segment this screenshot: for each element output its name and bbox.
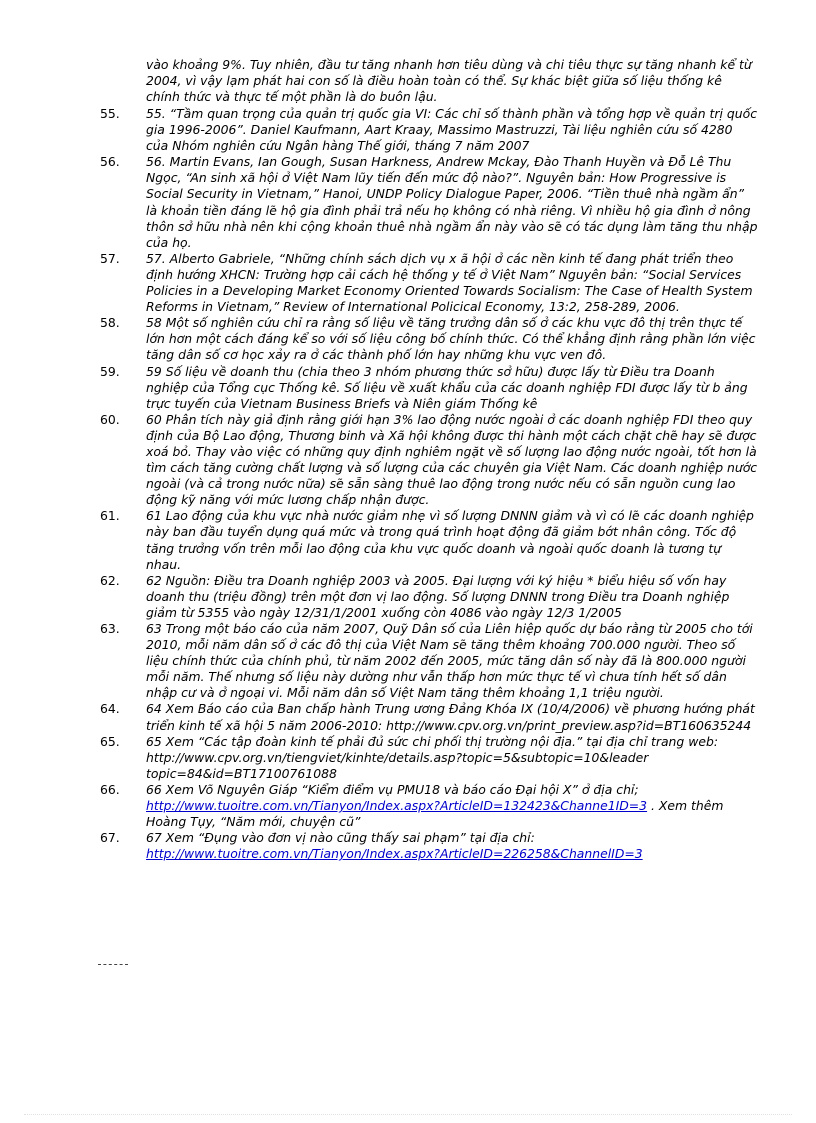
endnote-text: 57. Alberto Gabriele, “Những chính sách dịch vụ x ã hội ở các nền kinh tế đang phát triển theo định hướng XHCN: Trường hợp cải cách hệ thống y tế ở Việt Nam” Nguyên bản: “Social Services Policies in a Developing Market Economy Oriented Towards Socialism: The Case of Health System Reforms in Vietnam,” Review of International Policical Economy, 13:2, 258-289, 2006. bbox=[146, 250, 753, 315]
endnote-63 bbox=[100, 621, 758, 701]
endnote-66 bbox=[100, 782, 758, 830]
endnote-55 bbox=[100, 106, 758, 154]
endnotes-list bbox=[100, 106, 758, 862]
endnote-56 bbox=[100, 154, 758, 251]
endnote-text: 65 Xem “Các tập đoàn kinh tế phải đủ sức chi phối thị trường nội địa.” tại địa chỉ trang web: http://www.cpv.org.vn/tiengviet/kinhte/details.asp?topic=5&subtopic=10&leader topic=84&id=BT17100761088 bbox=[146, 733, 719, 781]
endnote-body bbox=[146, 830, 758, 862]
tuoitre-link-132423[interactable]: http://www.tuoitre.com.vn/Tianyon/Index.aspx?ArticleID=132423&Channe1ID=3 bbox=[146, 798, 648, 814]
endnote-number: 63. bbox=[100, 621, 120, 636]
endnote-number: 65. bbox=[100, 733, 120, 749]
endnote-67 bbox=[100, 830, 758, 862]
endnote-number: 60. bbox=[100, 411, 120, 427]
endnote-text: 61 Lao động của khu vực nhà nước giảm nhẹ vì số lượng DNNN giảm và vì có lẽ các doanh nghiệp này ban đầu tuyển dụng quá mức và trong quá trình hoạt động đã giảm bớt nhân công. Tốc độ tăng trưởng vốn trên mỗi lao động của khu vực quốc doanh và ngoài quốc doanh là tương tự nhau. bbox=[146, 508, 754, 572]
separator-line bbox=[98, 964, 128, 965]
footer-dotted-line bbox=[24, 1114, 792, 1115]
endnote-text-after: . Xem thêm Hoàng Tụy, “Năm mới, chuyện cũ” bbox=[146, 798, 724, 830]
endnote-number: 64. bbox=[100, 701, 120, 717]
endnote-64 bbox=[100, 701, 758, 733]
endnote-text: 55. “Tầm quan trọng của quản trị quốc gia VI: Các chỉ số thành phần và tổng hợp về quản trị quốc gia 1996-2006”. Daniel Kaufmann, Aart Kraay, Massimo Mastruzzi, Tài liệu nghiên cứu số 4280 của Nhóm nghiên cứu Ngân hàng Thế giới, tháng 7 năm 2007 bbox=[146, 106, 758, 154]
intro-paragraph: vào khoảng 9%. Tuy nhiên, đầu tư tăng nhanh hơn tiêu dùng và chi tiêu thực sự tăng nhanh kể từ 2004, vì vậy lạm phát hai con số là điều hoàn toàn có thể. Sự khác biệt giữa số liệu thống kê chính thức và thực tế một phần là do buôn lậu. bbox=[146, 57, 752, 105]
endnote-number: 62. bbox=[100, 572, 120, 588]
endnote-59 bbox=[100, 364, 758, 412]
endnote-text: 60 Phân tích này giả định rằng giới hạn 3% lao động nước ngoài ở các doanh nghiệp FDI theo quy định của Bộ Lao động, Thương binh và Xã hội không được thi hành một cách chặt chẽ hay sẽ được xoá bỏ. Thay vào việc có những quy định nghiêm ngặt về số lượng lao động nước ngoài, tốt hơn là tìm cách tăng cường chất lượng và số lượng của các chuyên gia Việt Nam. Các doanh nghiệp nước ngoài (và cả trong nước nữa) sẽ sẵn sàng thuê lao động trong nước nếu có sẵn nguồn cung lao động kỹ năng với mức lương chấp nhận được. bbox=[146, 411, 758, 508]
endnote-number: 55. bbox=[100, 106, 120, 121]
endnote-57 bbox=[100, 251, 758, 315]
endnote-65 bbox=[100, 734, 758, 782]
endnote-number: 61. bbox=[100, 508, 120, 524]
endnote-body bbox=[146, 782, 758, 830]
endnote-number: 66. bbox=[100, 781, 120, 797]
endnote-text: 58 Một số nghiên cứu chỉ ra rằng số liệu về tăng trưởng dân số ở các khu vực đô thị trên thực tế lớn hơn một cách đáng kể so với số liệu công bố chính thức. Có thể khẳng định rằng phần lớn việc tăng dân số cơ học xảy ra ở các thành phố lớn hay những khu vực ven đô. bbox=[146, 315, 756, 363]
endnote-text: 59 Số liệu về doanh thu (chia theo 3 nhóm phương thức sở hữu) được lấy từ Điều tra Doanh nghiệp của Tổng cục Thống kê. Số liệu về xuất khẩu của các doanh nghiệp FDI được lấy từ b ảng trực tuyến của Vietnam Business Briefs và Niên giám Thống kê bbox=[146, 363, 748, 411]
tuoitre-link-226258[interactable]: http://www.tuoitre.com.vn/Tianyon/Index.aspx?ArticleID=226258&ChannelID=3 bbox=[146, 846, 643, 862]
endnote-text: 67 Xem “Đụng vào đơn vị nào cũng thấy sai phạm” tại địa chỉ: bbox=[146, 830, 535, 846]
endnote-62 bbox=[100, 573, 758, 621]
endnote-number: 56. bbox=[100, 154, 120, 170]
endnote-number: 58. bbox=[100, 315, 120, 331]
endnote-text: 64 Xem Báo cáo của Ban chấp hành Trung ương Đảng Khóa IX (10/4/2006) về phương hướng phát triển kinh tế xã hội 5 năm 2006-2010: http://www.cpv.org.vn/print_preview.asp?id=BT160635244 bbox=[146, 701, 755, 733]
endnote-text: 56. Martin Evans, Ian Gough, Susan Harkness, Andrew Mckay, Đào Thanh Huyền và Đỗ Lê Thu Ngọc, “An sinh xã hội ở Việt Nam lũy tiến đến mức độ nào?”. Nguyên bản: How Progressive is Social Security in Vietnam,” Hanoi, UNDP Policy Dialogue Paper, 2006. “Tiền thuê nhà ngầm ẩn” là khoản tiền đáng lẽ hộ gia đình phải trả nếu họ không có nhà riêng. Vì nhiều hộ gia đình ở nông thôn sở hữu nhà nên khi cộng khoản thuê nhà ngầm ẩn này vào sẽ có tác dụng làm tăng thu nhập của họ. bbox=[146, 154, 758, 250]
endnote-text: 66 Xem Võ Nguyên Giáp “Kiểm điểm vụ PMU18 và báo cáo Đại hội X” ở địa chỉ; bbox=[146, 781, 639, 797]
endnote-60 bbox=[100, 412, 758, 509]
endnote-text: 62 Nguồn: Điều tra Doanh nghiệp 2003 và 2005. Đại lượng với ký hiệu * biểu hiệu số vốn hay doanh thu (triệu đồng) trên một đơn vị lao động. Số lượng DNNN trong Điều tra Doanh nghiệp giảm từ 5355 vào ngày 12/31/1/2001 xuống còn 4086 vào ngày 12/3 1/2005 bbox=[146, 572, 730, 620]
endnote-number: 57. bbox=[100, 250, 120, 266]
endnote-number: 67. bbox=[100, 830, 120, 846]
endnote-61 bbox=[100, 508, 758, 572]
endnote-58 bbox=[100, 315, 758, 363]
endnote-number: 59. bbox=[100, 363, 120, 379]
endnote-text: 63 Trong một báo cáo của năm 2007, Quỹ Dân số của Liên hiệp quốc dự báo rằng từ 2005 cho tới 2010, mỗi năm dân số ở các đô thị của Việt Nam sẽ tăng thêm khoảng 700.000 người. Theo số liệu chính thức của chính phủ, từ năm 2002 đến 2005, mức tăng dân số này đã là 800.000 người mỗi năm. Thế nhưng số liệu này dường như vẫn thấp hơn mức thực tế vì chưa tính hết số dân nhập cư và ở ngoại vi. Mỗi năm dân số Việt Nam tăng thêm khoảng 1,1 triệu người. bbox=[146, 621, 753, 701]
